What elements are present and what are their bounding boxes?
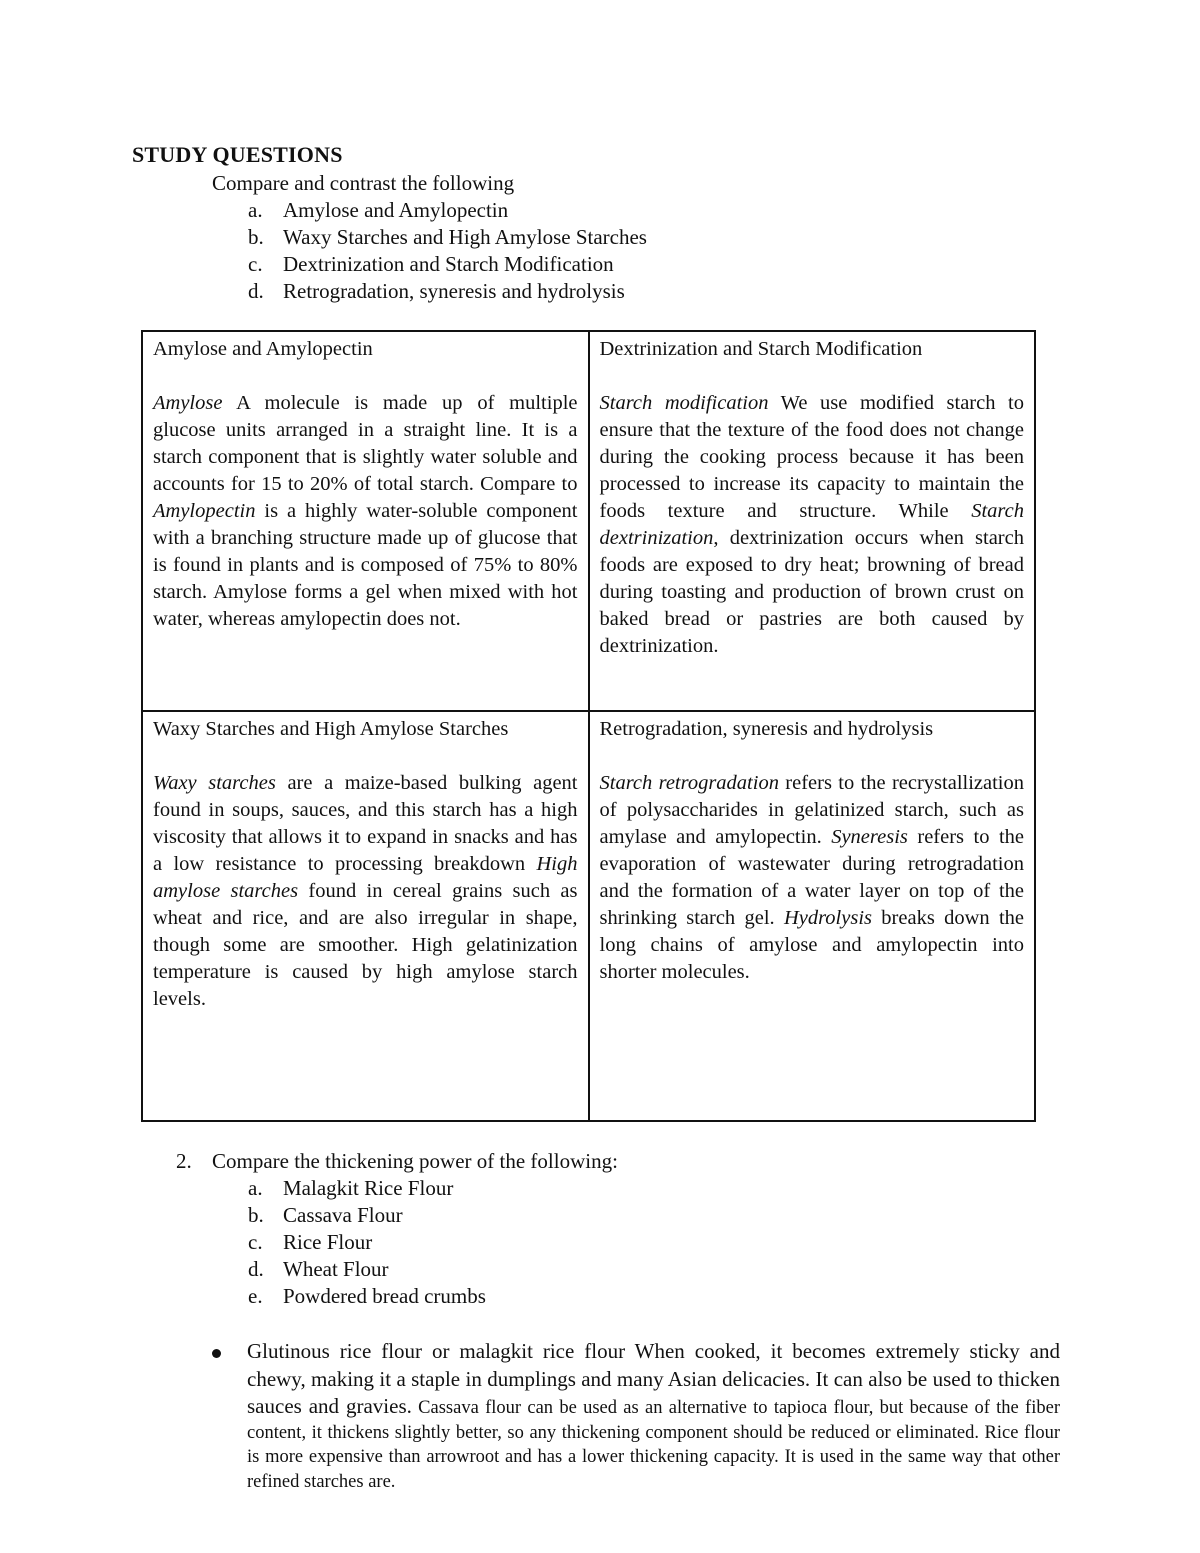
- list-item: [248, 197, 647, 224]
- body-text: breaks down the long chains of amylose and amylopectin into shorter molecules.: [599, 907, 1024, 983]
- answer-text-small: Cassava flour can be used as an alternative to tapioca flour, but because of the fiber content, it thickens slightly better, so any thickening component should be reduced or eliminated. Rice flour is more expensive than arrowroot and has a lower thickening capacity. It is used in the same way that other refined starches are.: [247, 1398, 1060, 1492]
- cell-body: [153, 770, 578, 1013]
- term-italic: Waxy starches: [153, 772, 276, 794]
- body-text: , dextrinization occurs when starch foods are exposed to dry heat; browning of bread during toasting and production of brown crust on baked bread or pastries are both caused by dextrinization.: [599, 527, 1024, 657]
- term-italic: Starch modification: [599, 392, 769, 414]
- body-text: found in cereal grains such as wheat and rice, and are also irregular in shape, though some are smoother. High gelatinization temperature is caused by high amylose starch levels.: [153, 880, 578, 1010]
- page-heading: STUDY QUESTIONS: [132, 142, 343, 167]
- list-marker: c.: [248, 252, 263, 276]
- list-item: [248, 1256, 486, 1283]
- list-marker: d.: [248, 279, 264, 303]
- list-marker: b.: [248, 1203, 264, 1227]
- body-text: We use modified starch to ensure that the texture of the food does not change during the cooking process because it has been processed to increase its capacity to maintain the foods texture and structure. While: [599, 392, 1024, 522]
- cell-body: [600, 390, 1025, 660]
- table-row: [142, 331, 1035, 711]
- term-italic: Hydrolysis: [783, 907, 873, 929]
- answer-paragraph: [247, 1338, 1060, 1494]
- cell-title: Dextrinization and Starch Modification: [599, 338, 923, 360]
- term-italic: Syneresis: [831, 826, 908, 848]
- list-item-text: Retrogradation, syneresis and hydrolysis: [283, 279, 625, 303]
- cell-title: Waxy Starches and High Amylose Starches: [153, 718, 509, 740]
- question-text: Compare the thickening power of the following:: [212, 1149, 618, 1173]
- list-marker: b.: [248, 225, 264, 249]
- cell-body: [153, 390, 578, 633]
- question-2-list: [248, 1175, 486, 1310]
- cell-title: Amylose and Amylopectin: [153, 338, 373, 360]
- list-marker: c.: [248, 1230, 263, 1254]
- comparison-table: [141, 330, 1036, 1122]
- list-marker: a.: [248, 1176, 263, 1200]
- term-italic: Amylose: [153, 392, 223, 414]
- list-item-text: Powdered bread crumbs: [283, 1284, 486, 1308]
- term-italic: High amylose starches: [153, 853, 578, 902]
- cell-waxy-high-amylose: [142, 711, 589, 1121]
- body-text: refers to the evaporation of wastewater during retrogradation and the formation of a water layer on top of the shrinking starch gel.: [599, 826, 1024, 929]
- list-item-text: Dextrinization and Starch Modification: [283, 252, 614, 276]
- cell-body: [600, 770, 1025, 986]
- bullet-icon: [212, 1349, 221, 1358]
- list-item: [248, 251, 647, 278]
- cell-dextrinization-modification: [589, 331, 1036, 711]
- body-text: are a maize-based bulking agent found in soups, sauces, and this starch has a high viscosity that allows it to expand in snacks and has a low resistance to processing breakdown: [153, 772, 578, 875]
- term-italic: Starch retrogradation: [599, 772, 779, 794]
- list-item-text: Rice Flour: [283, 1230, 373, 1254]
- question-number: 2.: [176, 1149, 192, 1173]
- list-item-text: Wheat Flour: [283, 1257, 389, 1281]
- term-italic: Starch dextrinization: [599, 500, 1024, 549]
- question-1-intro: Compare and contrast the following: [212, 171, 515, 195]
- body-text: refers to the recrystallization of polysaccharides in gelatinized starch, such as amylase and amylopectin.: [599, 772, 1024, 848]
- cell-amylose-amylopectin: [142, 331, 589, 711]
- list-item-text: Malagkit Rice Flour: [283, 1176, 454, 1200]
- body-text: A molecule is made up of multiple glucose units arranged in a straight line. It is a starch component that is slightly water soluble and accounts for 15 to 20% of total starch. Compare to: [153, 392, 578, 495]
- list-item-text: Cassava Flour: [283, 1203, 403, 1227]
- term-italic: Amylopectin: [153, 500, 256, 522]
- list-item: [248, 1229, 486, 1256]
- list-item: [248, 224, 647, 251]
- list-item: [248, 1175, 486, 1202]
- list-marker: a.: [248, 198, 263, 222]
- answer-text-large: Glutinous rice flour or malagkit rice flour When cooked, it becomes extremely sticky and chewy, making it a staple in dumplings and many Asian delicacies. It can also be used to thicken sauces and gravies.: [247, 1339, 1060, 1418]
- list-item: [248, 1202, 486, 1229]
- list-marker: e.: [248, 1284, 263, 1308]
- table-row: [142, 711, 1035, 1121]
- list-item-text: Amylose and Amylopectin: [283, 198, 509, 222]
- list-item: [248, 1283, 486, 1310]
- cell-retrogradation: [589, 711, 1036, 1121]
- question-1-list: [248, 197, 647, 305]
- list-marker: d.: [248, 1257, 264, 1281]
- list-item-text: Waxy Starches and High Amylose Starches: [283, 225, 647, 249]
- list-item: [248, 278, 647, 305]
- body-text: is a highly water-soluble component with a branching structure made up of glucose that is found in plants and is composed of 75% to 80% starch. Amylose forms a gel when mixed with hot water, whereas amylopectin does not.: [153, 500, 578, 630]
- cell-title: Retrogradation, syneresis and hydrolysis: [599, 718, 934, 740]
